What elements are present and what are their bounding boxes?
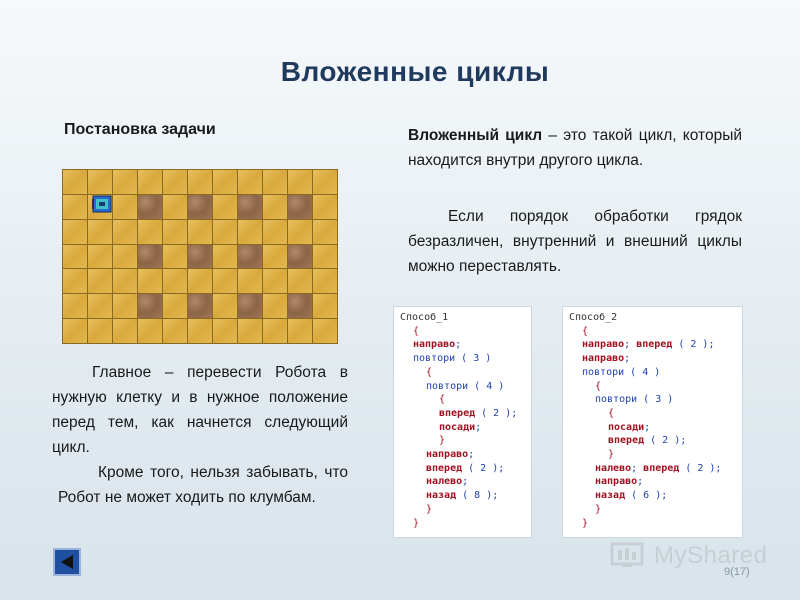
flowerbed-cell: [138, 195, 162, 219]
code-header: Способ_2: [569, 312, 618, 323]
code-line: [569, 448, 736, 462]
code-line: [569, 489, 736, 503]
code-block-method-2: [562, 306, 743, 538]
definition-paragraph: [408, 123, 742, 173]
field-cell: [288, 319, 312, 343]
field-cell: [313, 269, 337, 293]
code-token: ( 2 );: [475, 407, 518, 419]
flowerbed-cell: [138, 294, 162, 318]
code-line: [569, 325, 736, 339]
logo-icon: [608, 538, 648, 570]
code-token: повтори ( 4 ): [582, 366, 661, 378]
field-cell: [63, 220, 87, 244]
code-token: посади: [439, 421, 476, 433]
code-token: {: [426, 366, 433, 378]
code-line: [400, 434, 525, 448]
field-cell: [188, 170, 212, 194]
code-token: {: [413, 325, 420, 337]
code-token: {: [608, 407, 615, 419]
field-cell: [313, 170, 337, 194]
code-token: ( 2 );: [679, 462, 722, 474]
code-line: [400, 421, 525, 435]
code-token: }: [439, 435, 446, 447]
field-cell: [88, 319, 112, 343]
field-cell: [163, 170, 187, 194]
field-cell: [163, 319, 187, 343]
code-token: направо: [582, 339, 625, 351]
field-cell: [138, 319, 162, 343]
field-cell: [213, 269, 237, 293]
flowerbed-cell: [288, 245, 312, 269]
field-cell: [288, 220, 312, 244]
code-line: [400, 352, 525, 366]
field-cell: [313, 294, 337, 318]
field-cell: [63, 245, 87, 269]
code-token: назад: [426, 490, 457, 502]
flowerbed-cell: [188, 245, 212, 269]
field-cell: [263, 294, 287, 318]
code-line: [569, 503, 736, 517]
code-line: [400, 393, 525, 407]
flowerbed-cell: [238, 195, 262, 219]
code-token: ;: [631, 462, 644, 474]
code-token: }: [595, 503, 602, 515]
task-subtitle: Постановка задачи: [64, 121, 216, 138]
definition-rest: – это такой цикл, который находится внутри другого цикла.: [408, 127, 743, 169]
code-line: [569, 407, 736, 421]
slide-title: Вложенные циклы: [280, 56, 550, 87]
code-line: [569, 434, 736, 448]
definition-term: Вложенный цикл: [408, 127, 543, 144]
code-token: вперед: [426, 462, 463, 474]
code-token: налево: [595, 462, 632, 474]
field-cell: [163, 195, 187, 219]
code-token: направо: [595, 476, 638, 488]
code-line: [569, 475, 736, 489]
code-token: направо: [413, 339, 456, 351]
field-cell: [163, 269, 187, 293]
field-cell: [263, 269, 287, 293]
field-cell: [88, 269, 112, 293]
field-cell: [213, 319, 237, 343]
code-line: [569, 393, 736, 407]
field-cell: [163, 220, 187, 244]
field-cell: [113, 195, 137, 219]
field-cell: [113, 245, 137, 269]
code-line: [400, 448, 525, 462]
field-cell: [63, 319, 87, 343]
code-token: повтори ( 4 ): [426, 380, 505, 392]
code-token: ;: [475, 421, 482, 433]
field-cell: [113, 220, 137, 244]
field-cell: [63, 195, 87, 219]
field-cell: [138, 170, 162, 194]
code-line: [569, 366, 736, 380]
field-cell: [238, 220, 262, 244]
field-cell: [63, 269, 87, 293]
code-token: ;: [637, 476, 644, 488]
code-line: [569, 380, 736, 394]
field-cell: [88, 245, 112, 269]
field-cell: [213, 195, 237, 219]
code-token: {: [595, 380, 602, 392]
field-cell: [163, 245, 187, 269]
flowerbed-cell: [238, 245, 262, 269]
code-token: вперед: [439, 407, 476, 419]
field-cell: [288, 170, 312, 194]
code-token: ;: [455, 339, 462, 351]
field-cell: [263, 319, 287, 343]
flowerbed-cell: [288, 294, 312, 318]
field-cell: [213, 170, 237, 194]
code-line: [400, 325, 525, 339]
code-token: вперед: [608, 435, 645, 447]
code-token: ;: [624, 339, 637, 351]
field-cell: [263, 195, 287, 219]
field-cell: [163, 294, 187, 318]
field-cell: [63, 294, 87, 318]
code-token: назад: [595, 490, 626, 502]
field-cell: [213, 294, 237, 318]
field-cell: [238, 269, 262, 293]
flowerbed-cell: [288, 195, 312, 219]
field-cell: [213, 220, 237, 244]
code-line: [400, 462, 525, 476]
code-token: }: [608, 449, 615, 461]
code-line: [400, 407, 525, 421]
field-cell: [113, 269, 137, 293]
code-token: ( 8 );: [456, 490, 499, 502]
field-cell: [263, 170, 287, 194]
code-line: [400, 366, 525, 380]
code-token: ( 2 );: [462, 462, 505, 474]
main-paragraph: Главное – перевести Робота в нужную клетку и в нужное положение перед тем, как начнется следующий цикл.: [52, 364, 348, 456]
code-token: ;: [468, 449, 475, 461]
field-cell: [188, 220, 212, 244]
field-cell: [113, 319, 137, 343]
triangle-left-icon: [58, 553, 76, 571]
field-cell: [188, 319, 212, 343]
code-token: направо: [426, 449, 469, 461]
code-line: [400, 503, 525, 517]
code-token: ( 6 );: [625, 490, 668, 502]
code-line: [400, 338, 525, 352]
code-token: }: [582, 517, 589, 529]
code-line: [569, 421, 736, 435]
back-button[interactable]: [53, 548, 81, 576]
field-cell: [313, 245, 337, 269]
code-line: [400, 489, 525, 503]
code-token: вперед: [636, 339, 673, 351]
code-token: {: [439, 394, 446, 406]
code-token: ( 2 );: [672, 339, 715, 351]
code-token: повтори ( 3 ): [595, 394, 674, 406]
code-line: [400, 517, 525, 531]
field-cell: [313, 220, 337, 244]
code-token: вперед: [643, 462, 680, 474]
code-token: {: [582, 325, 589, 337]
field-cell: [238, 170, 262, 194]
code-token: повтори ( 3 ): [413, 353, 492, 365]
code-line: [569, 462, 736, 476]
field-cell: [263, 220, 287, 244]
code-token: налево: [426, 476, 463, 488]
code-token: }: [413, 517, 420, 529]
code-line: [569, 338, 736, 352]
field-cell: [88, 220, 112, 244]
robot-icon: [92, 194, 112, 214]
flowerbed-cell: [188, 195, 212, 219]
code-token: направо: [582, 353, 625, 365]
code-header: Способ_1: [400, 312, 449, 323]
field-cell: [113, 170, 137, 194]
field-cell: [213, 245, 237, 269]
code-token: ;: [644, 421, 651, 433]
code-token: ;: [624, 353, 631, 365]
field-cell: [63, 170, 87, 194]
code-line: [400, 475, 525, 489]
flowerbed-cell: [138, 245, 162, 269]
field-cell: [88, 170, 112, 194]
code-token: }: [426, 503, 433, 515]
page-number: 9(17): [724, 566, 750, 578]
field-cell: [313, 195, 337, 219]
field-cell: [113, 294, 137, 318]
field-cell: [313, 319, 337, 343]
code-line: [569, 352, 736, 366]
extra-paragraph: Кроме того, нельзя забывать, что Робот не может ходить по клумбам.: [58, 464, 348, 506]
field-cell: [138, 220, 162, 244]
field-cell: [288, 269, 312, 293]
logo-text: MyShared: [654, 542, 768, 569]
field-cell: [263, 245, 287, 269]
code-token: ( 2 );: [644, 435, 687, 447]
code-token: посади: [608, 421, 645, 433]
code-block-method-1: [393, 306, 532, 538]
code-line: [400, 380, 525, 394]
flowerbed-cell: [188, 294, 212, 318]
field-cell: [138, 269, 162, 293]
code-token: ;: [462, 476, 469, 488]
field-cell: [238, 319, 262, 343]
code-line: [569, 517, 736, 531]
order-paragraph: Если порядок обработки грядок безразличен, внутренний и внешний циклы можно переставлять.: [408, 208, 742, 275]
field-cell: [88, 294, 112, 318]
flowerbed-cell: [238, 294, 262, 318]
field-cell: [188, 269, 212, 293]
